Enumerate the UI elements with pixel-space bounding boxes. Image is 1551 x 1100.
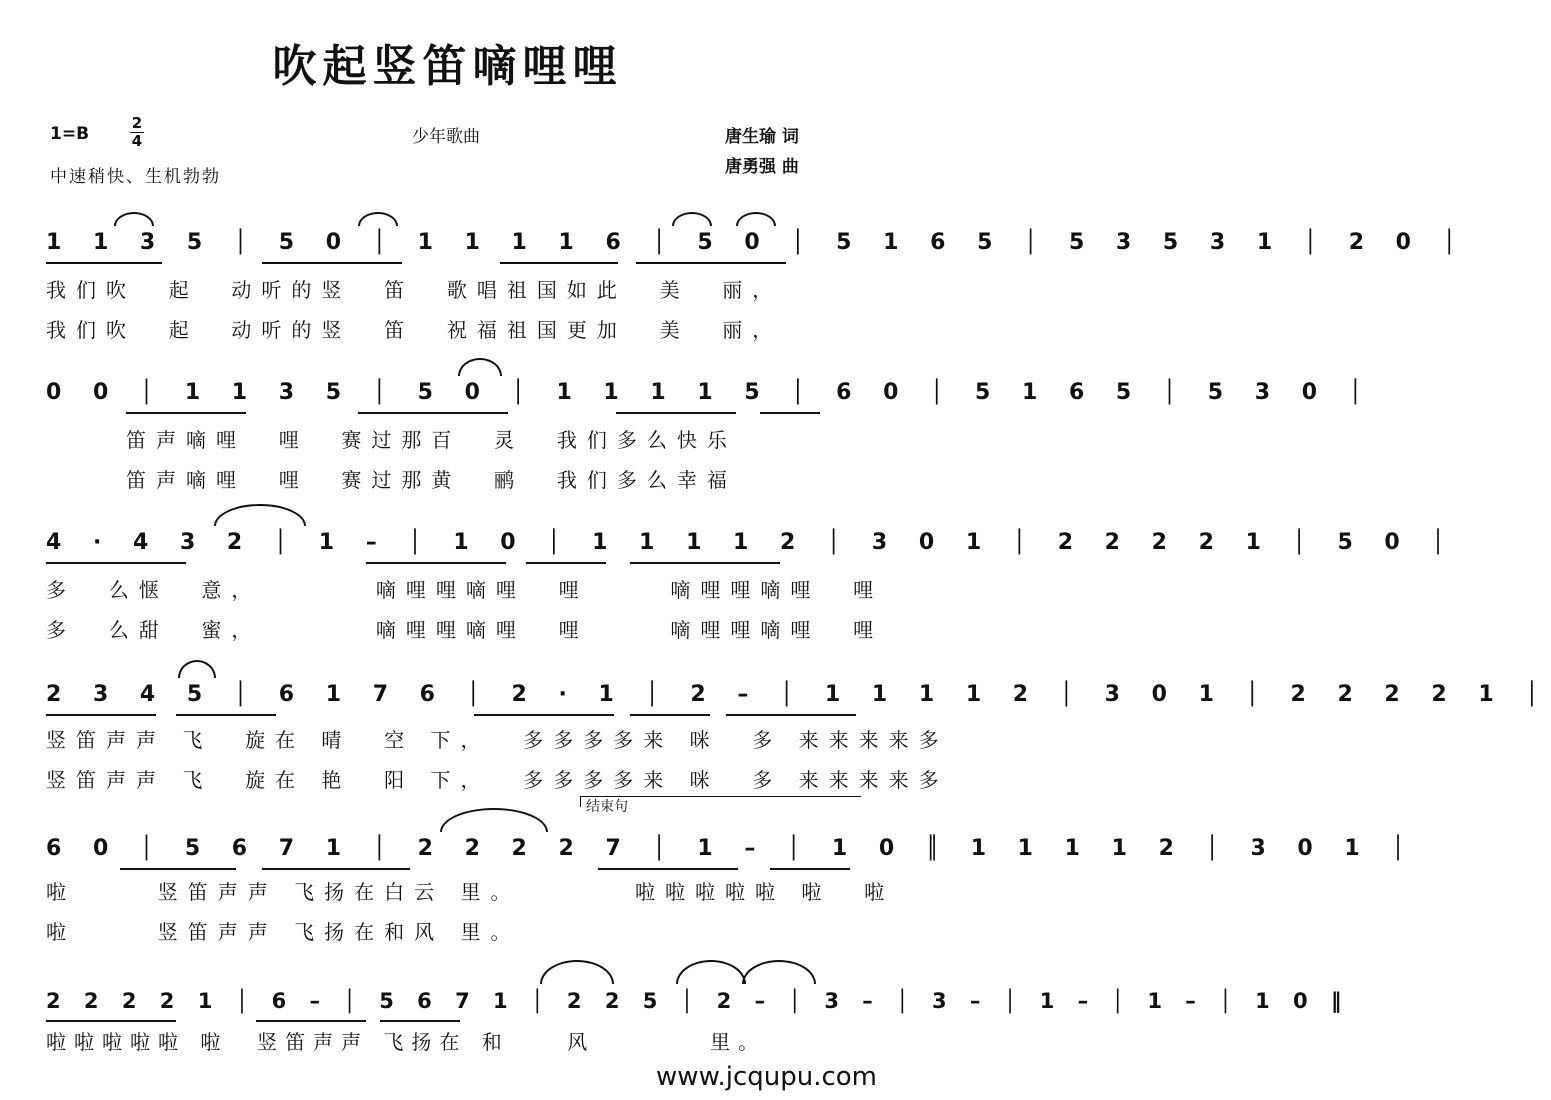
notation-line: 2 3 4 5 │ 6 1 7 6 │ 2 · 1 │ 2 – │ 1 1 1 1 2 │ 3 0 1 │ 2 2 2 2 1 │ — [46, 682, 1551, 707]
time-signature-bottom: 4 — [131, 132, 143, 150]
lyric-verse-1: 啦啦啦啦啦 啦 竖笛声声 飞扬在 和 风 里。 — [46, 1030, 767, 1054]
genre-label: 少年歌曲 — [412, 127, 480, 147]
slur — [358, 212, 398, 226]
notation-line: 2 2 2 2 1 │ 6 – │ 5 6 7 1 │ 2 2 5 │ 2 – │ 3 – │ 3 – │ 1 – │ 1 – │ 1 0 ‖ — [46, 989, 1350, 1013]
tie — [540, 960, 614, 984]
watermark: www.jcqupu.com — [656, 1062, 877, 1092]
notation-line: 1 1 3 5 │ 5 0 │ 1 1 1 1 6 │ 5 0 │ 5 1 6 5 │ 5 3 5 3 1 │ 2 0 │ — [46, 230, 1468, 255]
composer-credit: 唐勇强 曲 — [725, 157, 799, 177]
lyric-verse-2: 啦 竖笛声声 飞扬在和风 里。 — [46, 920, 521, 944]
lyric-verse-2: 我们吹 起 动听的竖 笛 祝福祖国更加 美 丽， — [46, 318, 783, 342]
lyric-verse-1: 我们吹 起 动听的竖 笛 歌唱祖国如此 美 丽， — [46, 278, 783, 302]
tie — [214, 504, 306, 526]
tie — [676, 960, 746, 984]
tempo-marking: 中速稍快、生机勃勃 — [50, 167, 221, 187]
time-signature — [130, 116, 144, 149]
slur — [672, 212, 712, 226]
lyric-verse-2: 多 么甜 蜜， 嘀哩哩嘀哩 哩 嘀哩哩嘀哩 哩 — [46, 618, 884, 642]
lyric-verse-1: 多 么惬 意， 嘀哩哩嘀哩 哩 嘀哩哩嘀哩 哩 — [46, 578, 884, 602]
key-signature: 1=B — [50, 124, 90, 144]
tie — [742, 960, 816, 984]
tie — [440, 808, 548, 832]
time-signature-top: 2 — [131, 114, 143, 132]
lyric-verse-1: 啦 竖笛声声 飞扬在白云 里。 啦啦啦啦啦 啦 啦 — [46, 880, 895, 904]
notation-line: 0 0 │ 1 1 3 5 │ 5 0 │ 1 1 1 1 5 │ 6 0 │ 5 1 6 5 │ 5 3 0 │ — [46, 380, 1374, 405]
lyricist-credit: 唐生瑜 词 — [725, 127, 799, 147]
lyric-verse-1: 笛声嘀哩 哩 赛过那百 灵 我们多么快乐 — [126, 428, 737, 452]
notation-line: 4 · 4 3 2 │ 1 – │ 1 0 │ 1 1 1 1 2 │ 3 0 1 │ 2 2 2 2 1 │ 5 0 │ — [46, 530, 1457, 555]
notation-line: 6 0 │ 5 6 7 1 │ 2 2 2 2 7 │ 1 – │ 1 0 ║ 1 1 1 1 2 │ 3 0 1 │ — [46, 836, 1417, 861]
slur — [458, 358, 502, 376]
song-title: 吹起竖笛嘀哩哩 — [272, 41, 623, 92]
slur — [178, 660, 216, 678]
slur — [736, 212, 776, 226]
lyric-verse-1: 竖笛声声 飞 旋在 晴 空 下， 多多多多来 咪 多 来来来来多 — [46, 728, 949, 752]
lyric-verse-2: 竖笛声声 飞 旋在 艳 阳 下， 多多多多来 咪 多 来来来来多 — [46, 768, 949, 792]
lyric-verse-2: 笛声嘀哩 哩 赛过那黄 鹂 我们多么幸福 — [126, 468, 737, 492]
ending-label: 结束句 — [586, 799, 628, 815]
slur — [114, 212, 154, 226]
